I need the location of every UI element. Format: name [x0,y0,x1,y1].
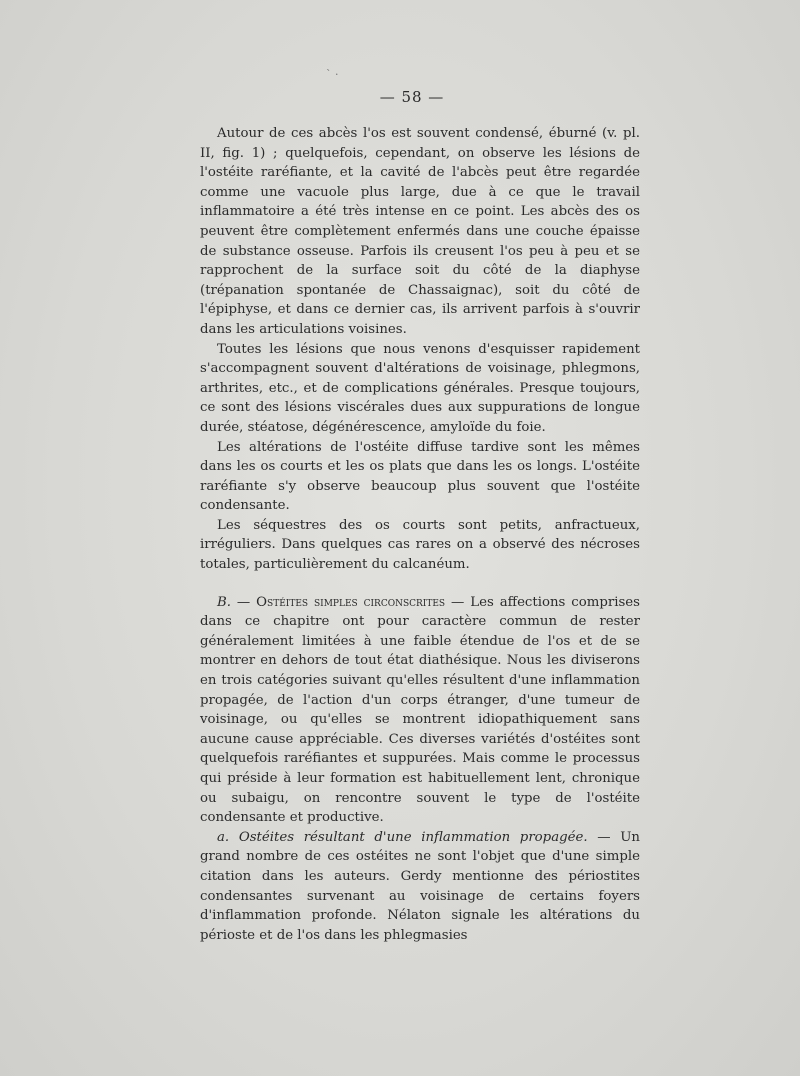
body-text [200,124,640,945]
section-letter: B. — [217,594,251,610]
subsection-paragraph [200,828,640,946]
paragraph [200,438,640,516]
ink-speck: ` · [326,68,339,81]
paragraph [200,340,640,438]
paragraph-text: Les séquestres des os courts sont petits, anfractueux, irréguliers. Dans quelques cas rares on a observé des nécroses totales, particulièrement du calcanéum. [200,517,640,573]
subsection-heading: a. Ostéites résultant d'une inflammation propagée. [217,829,588,845]
paragraph-text: Autour de ces abcès l'os est souvent condensé, éburné (v. pl. II, fig. 1) ; quelquefois, cependant, on observe les lésions de l'ostéite raréfiante, et la cavité de l'abcès peut être regardée comme une vacuole plus large, due à ce que le travail inflammatoire a été très intense en ce point. Les abcès des os peuvent être complètement enfermés dans une couche épaisse de substance osseuse. Parfois ils creusent l'os peu à peu et se rapprochent de la surface soit du côté de la diaphyse (trépanation spontanée de Chassaignac), soit du côté de l'épiphyse, et dans ce dernier cas, ils arrivent parfois à s'ouvrir dans les articulations voisines. [200,126,640,337]
paragraph-text: Toutes les lésions que nous venons d'esquisser rapidement s'accompagnent souvent d'altérations de voisinage, phlegmons, arthrites, etc., et de complications générales. Presque toujours, ce sont des lésions viscérales dues aux suppurations de longue durée, stéatose, dégénérescence, amyloïde du foie. [200,341,640,435]
paragraph-text: — Les affections comprises dans ce chapitre ont pour caractère commun de rester généralement limitées à une faible étendue de l'os et de se montrer en dehors de tout état diathésique. Nous les diviserons en trois catégories suivant qu'elles résultent d'une inflammation propagée, de l'action d'un corps étranger, d'une tumeur de voisinage, ou qu'elles se montrent idiopathiquement sans aucune cause appréciable. Ces diverses variétés d'ostéites sont quelquefois raréfiantes et suppurées. Mais comme le processus qui préside à leur formation est habituellement lent, chronique ou subaigu, on rencontre souvent le type de l'ostéite condensante et productive. [200,594,640,826]
paragraph-text: — Un grand nombre de ces ostéites ne sont l'objet que d'une simple citation dans les auteurs. Gerdy mentionne des périostites condensantes survenant au voisinage de certains foyers d'inflammation profonde. Nélaton signale les altérations du périoste et de l'os dans les phlegmasies [200,829,640,943]
section-paragraph [200,593,640,828]
section-heading: Ostéites simples circonscrites [256,594,446,610]
paragraph [200,124,640,340]
paragraph [200,516,640,575]
paragraph-text: Les altérations de l'ostéite diffuse tardive sont les mêmes dans les os courts et les os plats que dans les os longs. L'ostéite raréfiante s'y observe beaucoup plus souvent que l'ostéite condensante. [200,439,640,514]
page-number: — 58 — [379,88,445,106]
